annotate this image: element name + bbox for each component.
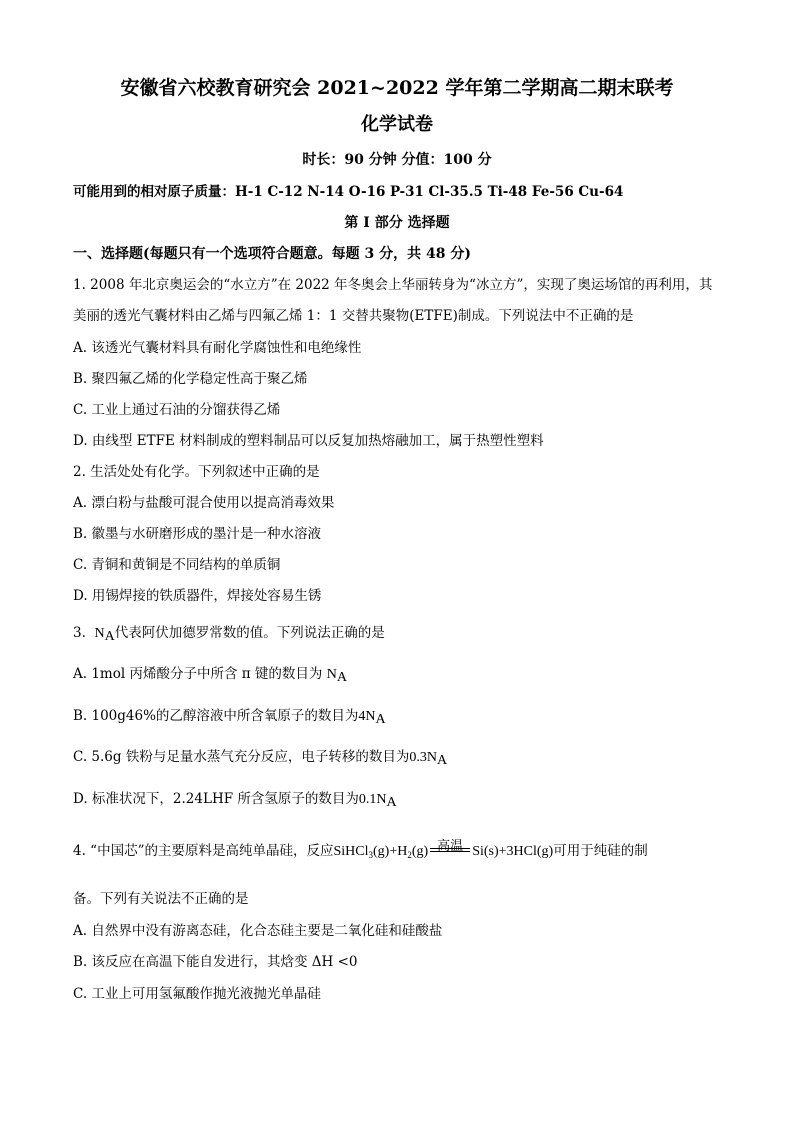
atomic-masses: 可能用到的相对原子质量：H-1 C-12 N-14 O-16 P-31 Cl-35.5 Ti-48 Fe-56 Cu-64	[73, 184, 624, 200]
q4-reactant1-sub: 3	[368, 850, 373, 860]
q3-option-a-na: N	[326, 667, 337, 682]
q3-na-symbol: N	[94, 626, 105, 641]
q1-option-b: B. 聚四氟乙烯的化学稳定性高于聚乙烯	[73, 371, 308, 387]
q4-reactant2-sub: 2	[407, 850, 412, 860]
q2-option-c: C. 青铜和黄铜是不同结构的单质铜	[73, 557, 281, 573]
q1-option-c: C. 工业上通过石油的分馏获得乙烯	[73, 402, 281, 418]
q3-option-b-value: 4N	[358, 709, 376, 724]
q3-number: 3.	[73, 625, 86, 641]
q2-option-b: B. 徽墨与水研磨形成的墨汁是一种水溶液	[73, 526, 322, 542]
section-heading: 一、选择题(每题只有一个选项符合题意。每题 3 分，共 48 分)	[73, 246, 471, 262]
q3-option-a-sub: A	[336, 670, 347, 685]
q4-option-a: A. 自然界中没有游离态硅，化合态硅主要是二氧化硅和硅酸盐	[73, 923, 443, 939]
q4-stem-line1	[73, 838, 648, 864]
q2-option-a: A. 漂白粉与盐酸可混合使用以提高消毒效果	[73, 495, 335, 511]
part-heading: 第 I 部分 选择题	[344, 215, 450, 231]
q3-option-c	[73, 748, 447, 770]
q4-plus2: +	[498, 844, 507, 859]
q4-reactant2: H	[397, 844, 408, 859]
q4-equation	[333, 838, 554, 860]
q4-lead: 4. “中国芯”的主要原料是高纯单晶硅，反应	[73, 843, 334, 859]
q4-reactant1-state: (g)	[373, 844, 390, 859]
q4-reaction-arrow	[430, 838, 470, 861]
q2-stem: 2. 生活处处有化学。下列叙述中正确的是	[73, 464, 320, 480]
q3-option-c-text: C. 5.6g 铁粉与足量水蒸气充分反应，电子转移的数目为	[73, 749, 410, 765]
q4-product2: 3HCl(g)	[506, 844, 554, 859]
q3-option-a	[73, 665, 347, 687]
exam-title: 安徽省六校教育研究会 2021~2022 学年第二学期高二期末联考	[120, 77, 674, 99]
q1-stem-line2: 美丽的透光气囊材料由乙烯与四氟乙烯 1：1 交替共聚物(ETFE)制成。下列说法中不正确的是	[73, 308, 634, 324]
q4-tail: 可用于纯硅的制	[553, 843, 648, 859]
q4-reactant1: SiHCl	[333, 844, 369, 859]
q4-product1: Si(s)	[472, 844, 499, 859]
q3-option-d	[73, 790, 397, 812]
q3-option-a-text: A. 1mol 丙烯酸分子中所含 π 键的数目为	[73, 666, 323, 682]
q3-option-b-text: B. 100g46%的乙醇溶液中所含氧原子的数目为	[73, 708, 359, 724]
q4-option-b: B. 该反应在高温下能自发进行，其焓变 ΔH <0	[73, 954, 358, 970]
q2-option-d: D. 用锡焊接的铁质器件，焊接处容易生锈	[73, 588, 322, 604]
q3-na-subscript: A	[104, 629, 115, 644]
q3-option-d-text: D. 标准状况下，2.24LHF 所含氢原子的数目为	[73, 791, 359, 807]
q3-stem	[73, 624, 385, 646]
q3-option-d-value: 0.1N	[358, 792, 387, 807]
exam-subject: 化学试卷	[361, 114, 433, 135]
q3-option-b-sub: A	[375, 712, 386, 727]
q1-option-d: D. 由线型 ETFE 材料制成的塑料制品可以反复加热熔融加工，属于热塑性塑料	[73, 433, 544, 449]
q4-condition: 高温	[437, 838, 464, 853]
q4-option-c: C. 工业上可用氢氟酸作抛光液抛光单晶硅	[73, 986, 321, 1002]
q4-stem-line2: 备。下列有关说法不正确的是	[73, 891, 249, 907]
q1-stem-line1: 1. 2008 年北京奥运会的“水立方”在 2022 年冬奥会上华丽转身为“冰立方”，实现了奥运场馆的再利用，其	[73, 277, 713, 293]
q4-plus1: +	[389, 844, 398, 859]
q3-option-d-sub: A	[386, 795, 397, 810]
q3-stem-text: 代表阿伏加德罗常数的值。下列说法正确的是	[114, 625, 385, 641]
q4-reactant2-state: (g)	[411, 844, 429, 859]
exam-duration-score: 时长：90 分钟 分值：100 分	[302, 152, 492, 168]
q3-option-c-value: 0.3N	[409, 750, 437, 765]
q1-option-a: A. 该透光气囊材料具有耐化学腐蚀性和电绝缘性	[73, 340, 362, 356]
q3-option-c-sub: A	[436, 753, 448, 768]
q3-option-b	[73, 707, 386, 729]
